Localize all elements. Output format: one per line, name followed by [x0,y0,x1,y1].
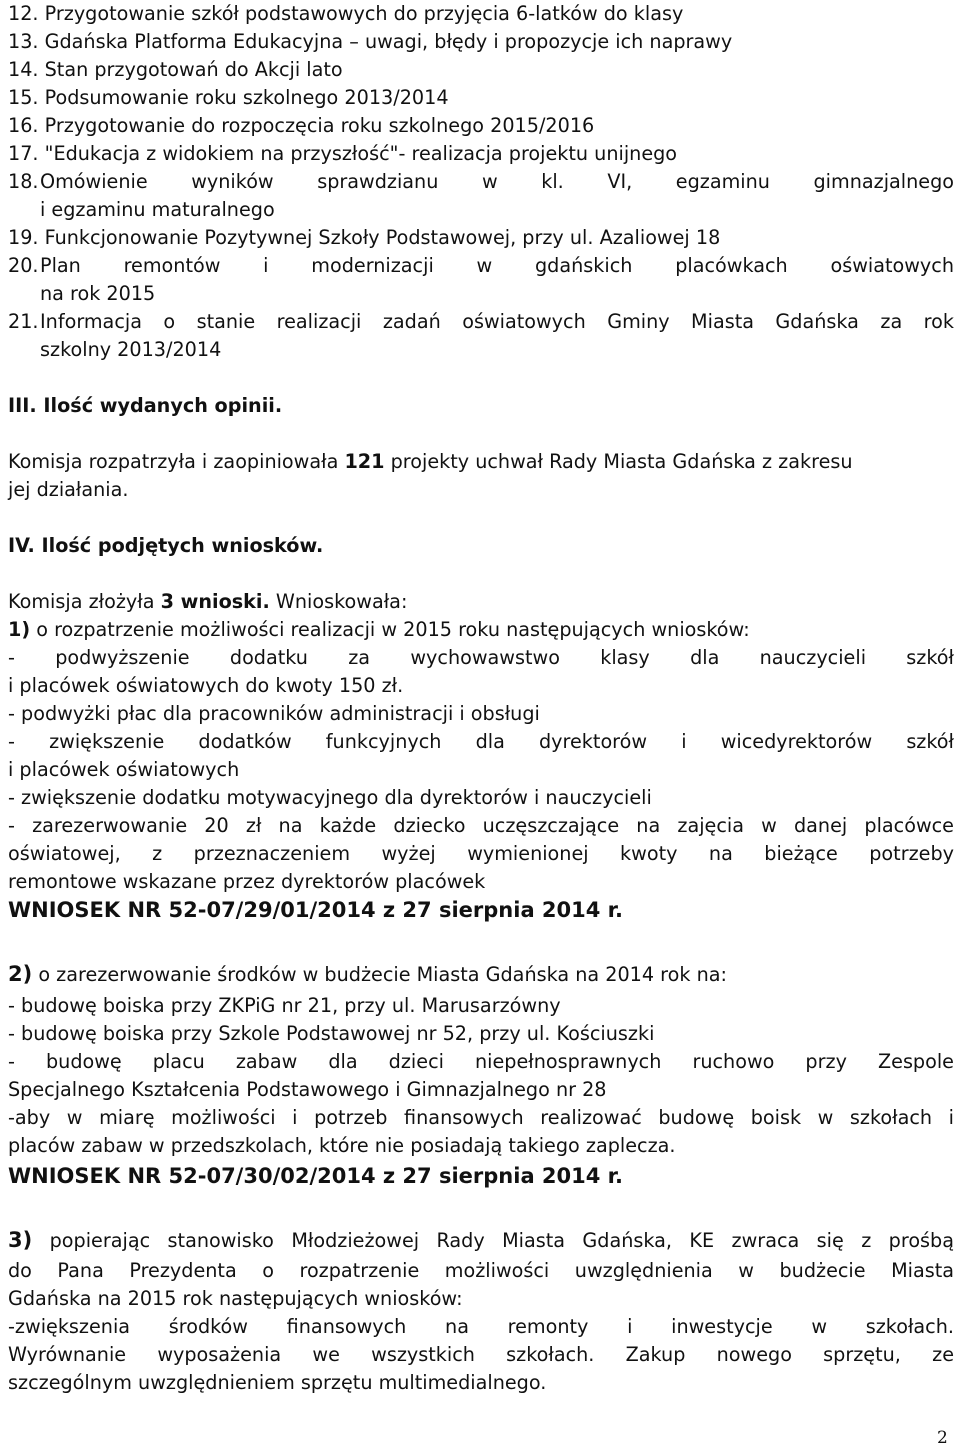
motion-line: - budowę placu zabaw dla dzieci niepełnosprawnych ruchowo przy Zespole [8,1050,954,1073]
motion-reference: WNIOSEK NR 52-07/30/02/2014 z 27 sierpnia 2014 r. [8,1164,624,1188]
list-item: 20. Plan remontów i modernizacji w gdańskich placówkach oświatowych [8,254,954,277]
list-item-continuation: szkolny 2013/2014 [40,338,222,361]
motion-line: remontowe wskazane przez dyrektorów placówek [8,870,486,893]
motion-line: - zwiększenie dodatków funkcyjnych dla dyrektorów i wicedyrektorów szkół [8,730,954,753]
list-item: 14. Stan przygotowań do Akcji lato [8,58,343,81]
motion-line: -zwiększenia środków finansowych na remonty i inwestycje w szkołach. [8,1315,954,1338]
motion-line: -aby w miarę możliwości i potrzeb finansowych realizować budowę boisk w szkołach i [8,1106,954,1129]
list-item-continuation: i egzaminu maturalnego [40,198,275,221]
motion-line: szczególnym uwzględnieniem sprzętu multimedialnego. [8,1371,547,1394]
list-item-continuation: na rok 2015 [40,282,156,305]
list-item: 15. Podsumowanie roku szkolnego 2013/2014 [8,86,449,109]
list-item: 12. Przygotowanie szkół podstawowych do przyjęcia 6-latków do klasy [8,2,684,25]
paragraph: Komisja rozpatrzyła i zaopiniowała 121 projekty uchwał Rady Miasta Gdańska z zakresu [8,450,853,473]
motion-1: 1) o rozpatrzenie możliwości realizacji w 2015 roku następujących wniosków: [8,618,750,641]
motion-line: Specjalnego Kształcenia Podstawowego i Gimnazjalnego nr 28 [8,1078,607,1101]
page-number: 2 [937,1428,948,1448]
motion-line: i placówek oświatowych [8,758,240,781]
motion-line: - podwyżki płac dla pracowników administracji i obsługi [8,702,540,725]
list-item: 16. Przygotowanie do rozpoczęcia roku szkolnego 2015/2016 [8,114,595,137]
motion-2: 2) o zarezerwowanie środków w budżecie Miasta Gdańska na 2014 rok na: [8,962,727,986]
motion-line: Gdańska na 2015 rok następujących wniosków: [8,1287,463,1310]
paragraph: Komisja złożyła 3 wnioski. Wnioskowała: [8,590,408,613]
motion-reference: WNIOSEK NR 52-07/29/01/2014 z 27 sierpnia 2014 r. [8,898,624,922]
motion-line: do Pana Prezydenta o rozpatrzenie możliwości uwzględnienia w budżecie Miasta [8,1259,954,1282]
motion-line: - zarezerwowanie 20 zł na każde dziecko uczęszczające na zajęcia w danej placówce [8,814,954,837]
motion-line: placów zabaw w przedszkolach, które nie posiadają takiego zaplecza. [8,1134,676,1157]
motion-line: - podwyższenie dodatku za wychowawstwo klasy dla nauczycieli szkół [8,646,954,669]
motion-line: oświatowej, z przeznaczeniem wyżej wymienionej kwoty na bieżące potrzeby [8,842,954,865]
list-item: 17. "Edukacja z widokiem na przyszłość"- realizacja projektu unijnego [8,142,678,165]
section-heading: III. Ilość wydanych opinii. [8,394,283,417]
motion-line: - budowę boiska przy ZKPiG nr 21, przy ul. Marusarzówny [8,994,561,1017]
list-item: 13. Gdańska Platforma Edukacyjna – uwagi, błędy i propozycje ich naprawy [8,30,733,53]
section-heading: IV. Ilość podjętych wniosków. [8,534,324,557]
motion-line: Wyrównanie wyposażenia we wszystkich szkołach. Zakup nowego sprzętu, ze [8,1343,954,1366]
list-item: 18. Omówienie wyników sprawdzianu w kl. VI, egzaminu gimnazjalnego [8,170,954,193]
list-item: 19. Funkcjonowanie Pozytywnej Szkoły Podstawowej, przy ul. Azaliowej 18 [8,226,721,249]
motion-line: - budowę boiska przy Szkole Podstawowej nr 52, przy ul. Kościuszki [8,1022,655,1045]
motion-3: 3) popierając stanowisko Młodzieżowej Rady Miasta Gdańska, KE zwraca się z prośbą [8,1228,954,1252]
motion-line: - zwiększenie dodatku motywacyjnego dla dyrektorów i nauczycieli [8,786,652,809]
list-item: 21. Informacja o stanie realizacji zadań oświatowych Gminy Miasta Gdańska za rok [8,310,954,333]
paragraph-continuation: jej działania. [8,478,129,501]
motion-line: i placówek oświatowych do kwoty 150 zł. [8,674,404,697]
